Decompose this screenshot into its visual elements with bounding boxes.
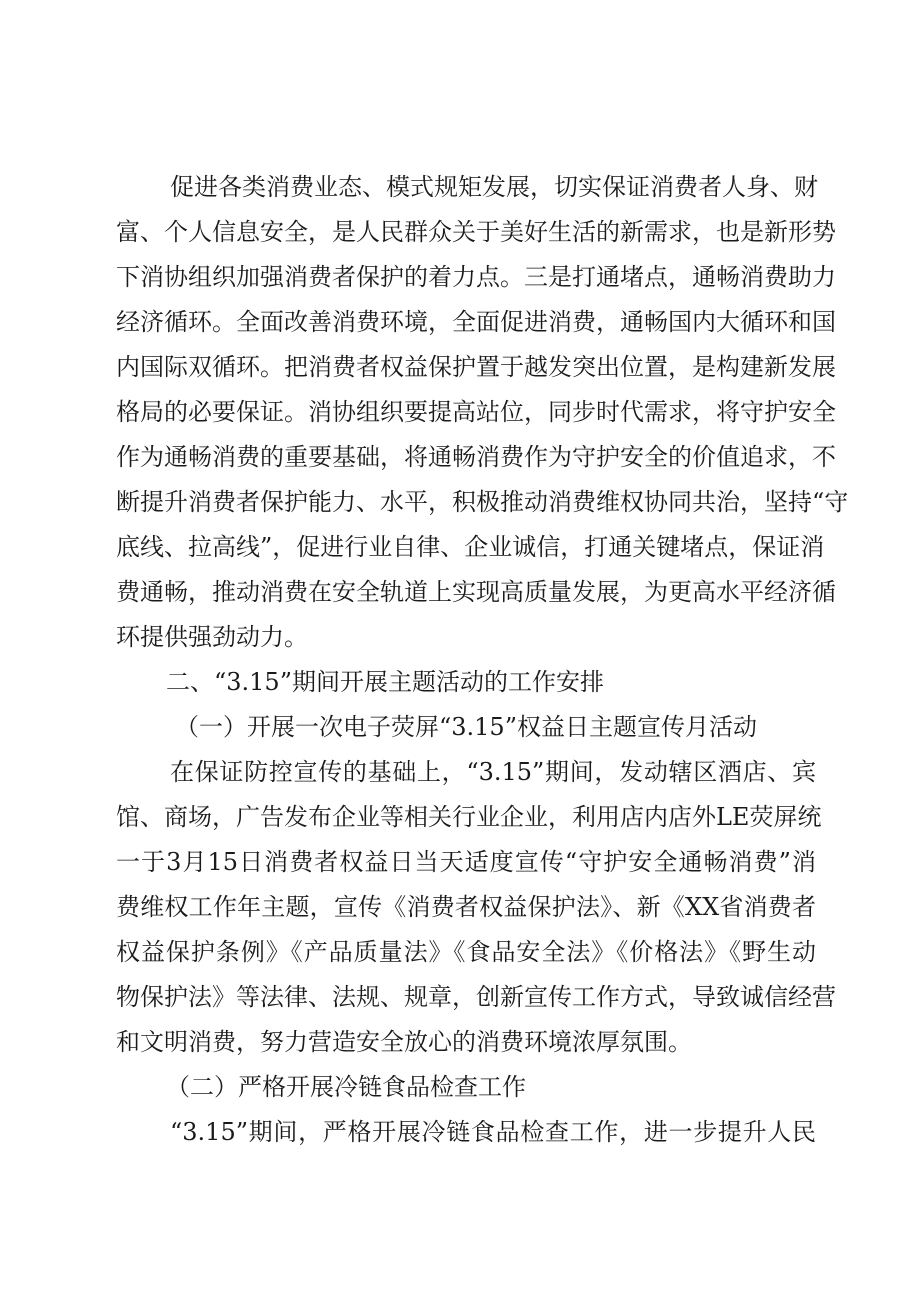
paragraph-line-15: 费维权工作年主题，宣传《消费者权益保护法》、新《XX省消费者 (116, 893, 816, 921)
section-heading: 二、“3.15”期间开展主题活动的工作安排 (166, 668, 604, 696)
paragraph-line-11: 环提供强劲动力。 (116, 623, 308, 651)
paragraph-line-2: 富、个人信息安全，是人民群众关于美好生活的新需求，也是新形势 (116, 218, 836, 246)
paragraph-line-17: 物保护法》等法律、法规、规章，创新宣传工作方式，导致诚信经营 (116, 983, 836, 1011)
paragraph-line-19: “3.15”期间，严格开展冷链食品检查工作，进一步提升人民 (170, 1118, 816, 1146)
paragraph-line-5: 内国际双循环。把消费者权益保护置于越发突出位置，是构建新发展 (116, 353, 836, 381)
paragraph-line-9: 底线、拉高线”，促进行业自律、企业诚信，打通关键堵点，保证消 (116, 533, 825, 561)
paragraph-line-10: 费通畅，推动消费在安全轨道上实现高质量发展，为更高水平经济循 (116, 578, 836, 606)
paragraph-line-14: 一于3月15日消费者权益日当天适度宣传“守护安全通畅消费”消 (116, 848, 816, 876)
paragraph-line-3: 下消协组织加强消费者保护的着力点。三是打通堵点，通畅消费助力 (116, 263, 836, 291)
paragraph-line-16: 权益保护条例》《产品质量法》《食品安全法》《价格法》《野生动 (116, 938, 816, 966)
paragraph-line-1: 促进各类消费业态、模式规矩发展，切实保证消费者人身、财 (170, 173, 818, 201)
paragraph-line-6: 格局的必要保证。消协组织要提高站位，同步时代需求，将守护安全 (116, 398, 836, 426)
paragraph-line-4: 经济循环。全面改善消费环境，全面促进消费，通畅国内大循环和国 (116, 308, 836, 336)
subsection-heading-1: （一）开展一次电子荧屏“3.15”权益日主题宣传月活动 (175, 713, 757, 741)
paragraph-line-7: 作为通畅消费的重要基础，将通畅消费作为守护安全的价值追求，不 (116, 443, 836, 471)
paragraph-line-12: 在保证防控宣传的基础上，“3.15”期间，发动辖区酒店、宾 (170, 758, 816, 786)
paragraph-line-18: 和文明消费，努力营造安全放心的消费环境浓厚氛围。 (116, 1028, 692, 1056)
paragraph-line-8: 断提升消费者保护能力、水平，积极推动消费维权协同共治，坚持“守 (116, 488, 849, 516)
paragraph-line-13: 馆、商场，广告发布企业等相关行业企业，利用店内店外LE荧屏统 (116, 803, 822, 831)
subsection-heading-2: （二）严格开展冷链食品检查工作 (166, 1073, 526, 1101)
